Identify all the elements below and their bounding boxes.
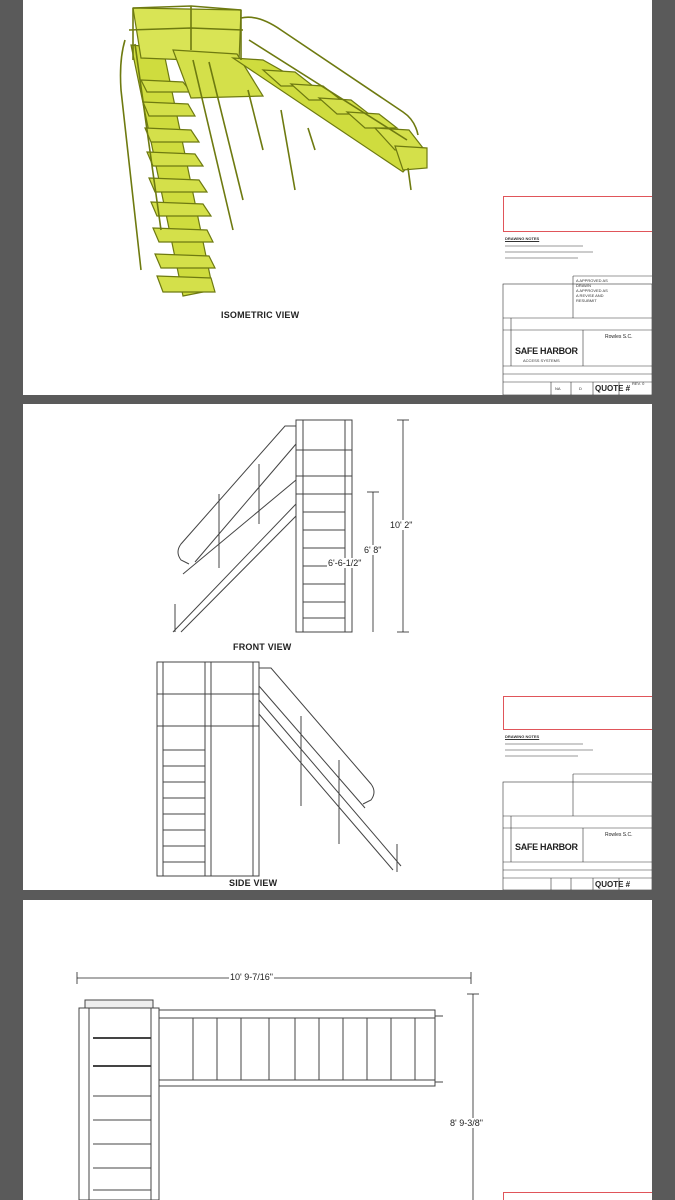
drawing-page-isometric xyxy=(23,0,652,395)
company-logo-2: SAFE HARBOR xyxy=(515,842,578,852)
quote-label: QUOTE # xyxy=(595,384,631,393)
rev-label: REV. 0 xyxy=(632,381,645,386)
dim-front-width: 6'-6-1/2" xyxy=(328,558,362,568)
red-note-box-3 xyxy=(503,1192,652,1200)
approval-block: A APPROVED AS DRAWN A APPROVED AS A REVISE AND RESUBMIT xyxy=(576,278,608,303)
dealer-name-2: Rowles S.C. xyxy=(605,832,633,838)
side-view-label: SIDE VIEW xyxy=(229,878,278,888)
dim-plan-width: 8' 9-3/8" xyxy=(450,1118,483,1128)
title-block-lines-2 xyxy=(23,404,652,890)
drawing-notes-header-2: DRAWING NOTES xyxy=(505,734,540,739)
quote-label-2: QUOTE # xyxy=(595,880,631,889)
dealer-name: Rowles S.C. xyxy=(605,334,633,340)
company-logo: SAFE HARBOR xyxy=(515,346,578,356)
title-block-lines xyxy=(23,0,652,395)
company-sub: ACCESS SYSTEMS xyxy=(523,358,560,363)
dim-overall-height: 10' 2" xyxy=(390,520,413,530)
dim-platform-height: 6' 8" xyxy=(364,545,382,555)
plan-view-drawing xyxy=(23,900,652,1200)
isometric-view-label: ISOMETRIC VIEW xyxy=(221,310,300,320)
front-view-label: FRONT VIEW xyxy=(233,642,292,652)
drawing-page-elevations xyxy=(23,404,652,890)
drawing-notes-header: DRAWING NOTES xyxy=(505,236,540,241)
scale-value: NA xyxy=(555,386,561,391)
size-value: D xyxy=(579,386,582,391)
dim-plan-length: 10' 9-7/16" xyxy=(230,972,273,982)
drawing-page-plan xyxy=(23,900,652,1200)
